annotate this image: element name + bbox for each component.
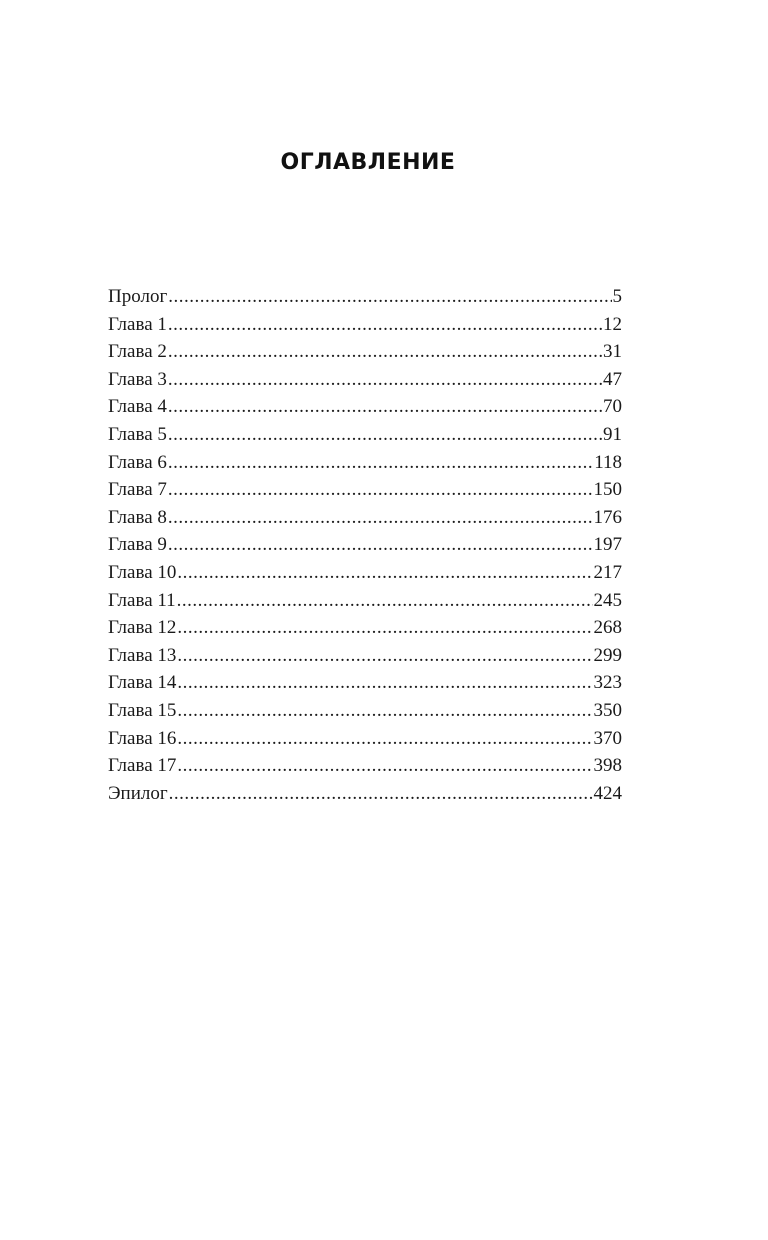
dot-leader [177, 725, 592, 753]
toc-entry-page: 5 [612, 286, 622, 307]
dot-leader [177, 614, 592, 642]
toc-entry-label: Глава 14 [108, 672, 177, 694]
toc-entry [108, 697, 622, 725]
toc-entry [108, 504, 622, 532]
toc-entry-page: 31 [603, 341, 622, 363]
toc-entry-page: 350 [593, 699, 622, 721]
toc-entry-page: 197 [593, 534, 622, 556]
toc-entry-label: Глава 10 [108, 561, 177, 583]
toc-entry-label: Глава 9 [108, 534, 167, 556]
toc-entry [108, 449, 622, 477]
toc-entry-label: Эпилог [108, 782, 168, 804]
toc-entry-page: 424 [593, 782, 622, 804]
toc-entry-page: 299 [593, 644, 622, 666]
table-of-contents [108, 283, 622, 807]
toc-entry [108, 559, 622, 587]
page-title: ОГЛАВЛЕНИЕ [280, 150, 456, 175]
dot-leader [168, 393, 602, 421]
toc-entry-page: 268 [593, 617, 622, 639]
dot-leader [169, 780, 593, 808]
dot-leader [168, 366, 602, 394]
toc-entry-label: Глава 17 [108, 755, 177, 777]
toc-entry [108, 338, 622, 366]
toc-entry [108, 421, 622, 449]
toc-entry [108, 669, 622, 697]
toc-entry [108, 476, 622, 504]
toc-entry [108, 393, 622, 421]
dot-leader [168, 476, 593, 504]
toc-entry-label: Глава 2 [108, 341, 167, 363]
dot-leader [177, 587, 593, 615]
toc-entry-label: Глава 5 [108, 423, 167, 445]
toc-entry-label: Глава 12 [108, 617, 177, 639]
dot-leader [168, 504, 593, 532]
toc-entry [108, 283, 622, 311]
toc-entry [108, 587, 622, 615]
toc-entry-page: 47 [603, 368, 622, 390]
dot-leader [168, 421, 602, 449]
toc-entry-label: Глава 7 [108, 479, 167, 501]
dot-leader [177, 752, 592, 780]
toc-entry-page: 217 [593, 561, 622, 583]
toc-entry [108, 614, 622, 642]
toc-entry-page: 176 [593, 506, 622, 528]
dot-leader [177, 697, 592, 725]
toc-entry-label: Глава 3 [108, 368, 167, 390]
toc-entry-page: 370 [593, 727, 622, 749]
toc-entry-page: 12 [603, 313, 622, 335]
toc-entry [108, 725, 622, 753]
dot-leader [168, 283, 611, 311]
toc-entry-label: Глава 8 [108, 506, 167, 528]
toc-entry-page: 118 [594, 451, 622, 473]
toc-entry-page: 398 [593, 755, 622, 777]
toc-entry [108, 311, 622, 339]
toc-entry [108, 366, 622, 394]
dot-leader [177, 642, 592, 670]
toc-entry-label: Глава 1 [108, 313, 167, 335]
toc-entry-label: Глава 13 [108, 644, 177, 666]
dot-leader [177, 669, 592, 697]
toc-entry [108, 752, 622, 780]
toc-entry-page: 70 [603, 396, 622, 418]
dot-leader [177, 559, 592, 587]
dot-leader [168, 338, 602, 366]
toc-entry [108, 642, 622, 670]
dot-leader [168, 311, 602, 339]
toc-entry-label: Глава 6 [108, 451, 167, 473]
dot-leader [168, 531, 593, 559]
toc-entry [108, 531, 622, 559]
toc-entry-page: 91 [603, 423, 622, 445]
toc-entry-page: 245 [593, 589, 622, 611]
toc-entry-label: Глава 16 [108, 727, 177, 749]
toc-entry-page: 323 [593, 672, 622, 694]
toc-entry-label: Глава 15 [108, 699, 177, 721]
toc-entry-label: Пролог [108, 286, 168, 307]
toc-entry-label: Глава 11 [108, 589, 176, 611]
toc-entry [108, 780, 622, 808]
toc-entry-page: 150 [593, 479, 622, 501]
dot-leader [168, 449, 593, 477]
toc-entry-label: Глава 4 [108, 396, 167, 418]
